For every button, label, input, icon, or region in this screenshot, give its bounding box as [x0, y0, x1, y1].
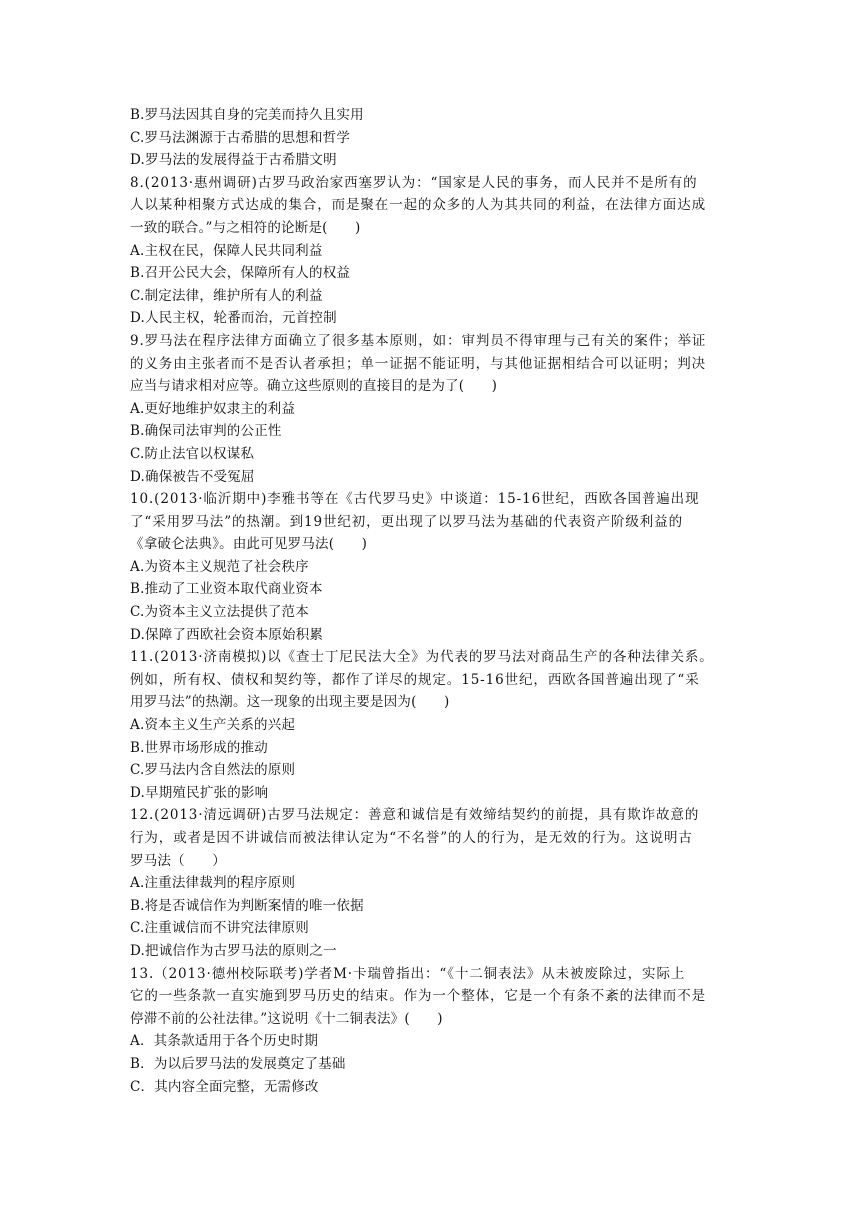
text-line: 的义务由主张者而不是否认者承担；单一证据不能证明，与其他证据相结合可以证明；判决 [130, 355, 706, 372]
text-line: D.确保被告不受冤屈 [130, 468, 255, 485]
text-line: A．其条款适用于各个历史时期 [130, 1033, 319, 1050]
text-line: 例如，所有权、债权和契约等，都作了详尽的规定。15-16世纪，西欧各国普遍出现了“采 [130, 671, 700, 688]
text-line: 了“采用罗马法”的热潮。到19世纪初，更出现了以罗马法为基础的代表资产阶级利益的 [130, 513, 683, 530]
text-line: B.确保司法审判的公正性 [130, 423, 282, 440]
text-line: 11.(2013·济南模拟)以《查士丁尼民法大全》为代表的罗马法对商品生产的各种法律关系。 [130, 649, 714, 666]
text-line: C.罗马法内含自然法的原则 [130, 762, 296, 779]
text-line: C.罗马法渊源于古希腊的思想和哲学 [130, 129, 351, 146]
text-line: D.人民主权，轮番而治，元首控制 [130, 310, 337, 327]
text-line: 用罗马法”的热潮。这一现象的出现主要是因为( ) [130, 694, 450, 711]
text-line: A.为资本主义规范了社会秩序 [130, 558, 309, 575]
text-line: 一致的联合。”与之相符的论断是( ) [130, 219, 361, 236]
text-line: 停滞不前的公社法律。”这说明《十二铜表法》( ) [130, 1010, 443, 1027]
text-line: 《拿破仑法典》。由此可见罗马法( ) [130, 536, 368, 553]
text-line: B.将是否诚信作为判断案情的唯一依据 [130, 897, 364, 914]
text-line: 人以某种相聚方式达成的集合，而是聚在一起的众多的人为其共同的利益，在法律方面达成 [130, 197, 706, 214]
text-line: 10.(2013·临沂期中)李雅书等在《古代罗马史》中谈道：15-16世纪，西欧各国普遍出现 [130, 491, 700, 508]
text-line: B.罗马法因其自身的完美而持久且实用 [130, 107, 364, 123]
text-line: 罗马法（ ） [130, 852, 226, 869]
text-line: D.早期殖民扩张的影响 [130, 784, 269, 801]
text-line: A.注重法律裁判的程序原则 [130, 875, 296, 892]
text-line: B.世界市场形成的推动 [130, 739, 268, 756]
text-line: D.把诚信作为古罗马法的原则之一 [130, 942, 337, 959]
text-line: D.保障了西欧社会资本原始积累 [130, 626, 324, 643]
text-line: B．为以后罗马法的发展奠定了基础 [130, 1055, 346, 1072]
text-line: 它的一些条款一直实施到罗马历史的结束。作为一个整体，它是一个有条不紊的法律而不是 [130, 988, 706, 1005]
text-line: 行为，或者是因不讲诚信而被法律认定为“不名誉”的人的行为，是无效的行为。这说明古 [130, 830, 693, 846]
text-line: C.制定法律，维护所有人的利益 [130, 287, 323, 304]
text-line: A.资本主义生产关系的兴起 [130, 717, 296, 734]
text-line: A.更好地维护奴隶主的利益 [130, 400, 296, 417]
text-line: 应当与请求相对应等。确立这些原则的直接目的是为了( ) [130, 378, 498, 395]
question-text-block [130, 104, 730, 1098]
text-line: 13.（2013·德州校际联考)学者M·卡瑞曾指出：“《十二铜表法》从未被废除过，实际上 [130, 965, 686, 982]
text-line: D.罗马法的发展得益于古希腊文明 [130, 152, 337, 169]
text-line: C.为资本主义立法提供了范本 [130, 604, 309, 621]
text-line: C.防止法官以权谋私 [130, 445, 255, 462]
text-line: 9.罗马法在程序法律方面确立了很多基本原则，如：审判员不得审理与己有关的案件；举证 [130, 332, 707, 349]
text-line: B.召开公民大会，保障所有人的权益 [130, 265, 351, 282]
text-line: 8.(2013·惠州调研)古罗马政治家西塞罗认为：“国家是人民的事务，而人民并不是所有的 [130, 174, 698, 191]
text-line: B.推动了工业资本取代商业资本 [130, 581, 323, 598]
text-line: C.注重诚信而不讲究法律原则 [130, 920, 309, 937]
text-line: 12.(2013·清远调研)古罗马法规定：善意和诚信是有效缔结契约的前提，具有欺诈故意的 [130, 807, 700, 824]
text-line: A.主权在民，保障人民共同利益 [130, 242, 323, 259]
text-line: C．其内容全面完整，无需修改 [130, 1078, 319, 1095]
